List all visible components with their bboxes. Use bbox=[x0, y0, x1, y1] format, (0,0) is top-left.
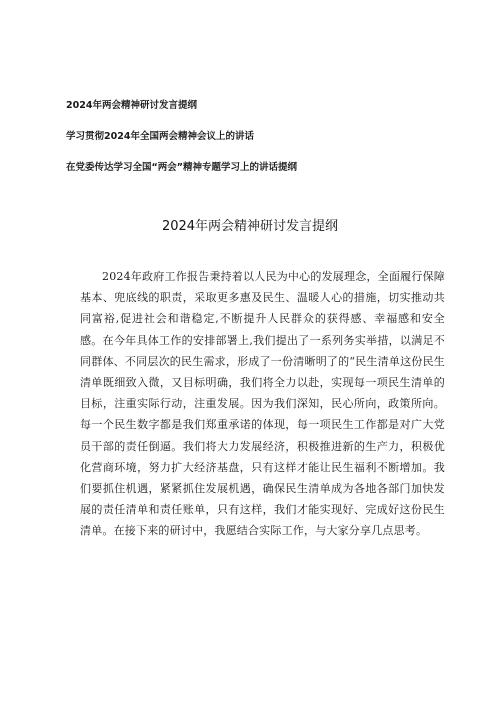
table-of-contents bbox=[66, 100, 446, 193]
toc-item-2: 学习贯彻2024年全国两会精神会议上的讲话 bbox=[66, 131, 254, 142]
document-title: 2024年两会精神研讨发言提纲 bbox=[161, 219, 339, 234]
toc-item-1: 2024年两会精神研讨发言提纲 bbox=[66, 100, 197, 111]
toc-item-3: 在党委传达学习全国“两会”精神专题学习上的讲话提纲 bbox=[66, 162, 297, 173]
body-paragraph: 2024年政府工作报告秉持着以人民为中心的发展理念，全面履行保障基本、兜底线的职责，采取更多惠及民生、温暖人心的措施，切实推动共同富裕,促进社会和谐稳定,不断提升人民群众的获得感、幸福感和安全感。在今年具体工作的安排部署上,我们提出了一系列务实举措，以满足不同群体、不同层次的民生需求，形成了一份清晰明了的“民生清单这份民生清单既细致入微，又目标明确，我们将全力以赴，实现每一项民生清单的目标，注重实际行动，注重发展。因为我们深知，民心所向，政策所向。每一个民生数字都是我们郑重承诺的体现，每一项民生工作都是对广大党员干部的责任倒逼。我们将大力发展经济，积极推进新的生产力，积极优化营商环境，努力扩大经济基盘，只有这样才能让民生福利不断增加。我们要抓住机遇，紧紧抓住发展机遇，确保民生清单成为各地各部门加快发展的责任清单和责任账单，只有这样，我们才能实现好、完成好这份民生清单。在接下来的研讨中，我愿结合实际工作，与大家分享几点思考。 bbox=[80, 270, 445, 538]
